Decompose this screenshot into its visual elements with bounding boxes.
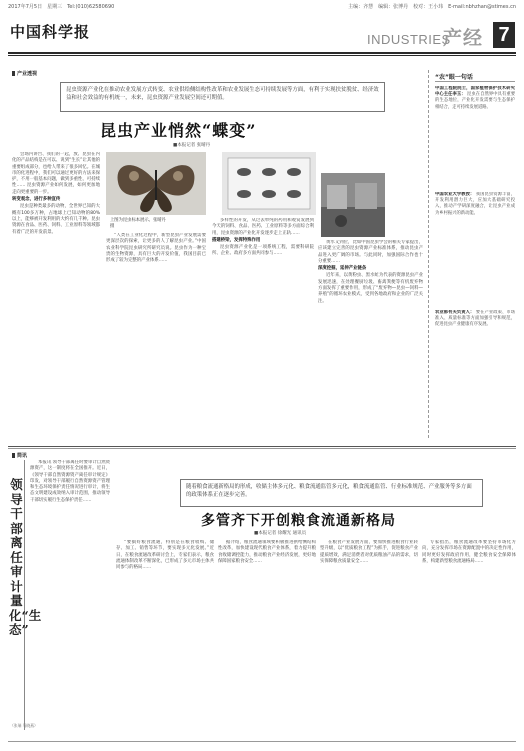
article-column-3 xyxy=(212,218,314,439)
page-bottom-rule xyxy=(8,741,516,742)
article-column-1 xyxy=(12,152,100,442)
grain-column-1 xyxy=(116,540,214,738)
sidebar-quote-1 xyxy=(435,86,515,186)
section-label-industry: 产业透视 xyxy=(12,70,37,77)
quote-speaker: 中国农业大学教授： xyxy=(435,192,475,197)
masthead-rule-thin xyxy=(8,55,516,56)
paragraph: 昆虫资源产业化是一项系统工程，需要科研院所、企业、政府多方面共同参与…… xyxy=(212,245,314,257)
paragraph: 近年来，以黄粉虫、黑水虻为代表的资源昆虫产业发展迅速，在处理餐厨垃圾、畜禽粪便等有机废弃物方面发挥了重要作用，形成了“废弃物—昆虫—饲料—养殖”的循环农业模式，受到各地政府和企业的广泛关注。 xyxy=(318,273,423,304)
grain-column-2 xyxy=(218,540,316,738)
section-subhead: 深度挖掘，延伸产业链条 xyxy=(318,266,367,272)
butterfly-photo xyxy=(106,152,206,215)
section-subhead: 转变观念，进行多种宣传 xyxy=(12,197,61,203)
editor-credits: 主编：齐慧 编辑：张博丹 校对：王小玮 E-mail:nbhzhan@stimes.cn xyxy=(348,4,516,10)
paragraph: 本报讯 领导干部离任时要审计自然资源资产，这一制度将在全国推开。近日，《领导干部自然资源资产离任审计规定》印发，对领导干部履行自然资源资产管理和生态环境保护责任情况进行审计，将生态文明建设成效纳入审计范围，推动领导干部切实履行生态保护责任…… xyxy=(30,460,110,503)
masthead xyxy=(8,12,516,50)
article-byline-2: ■本报记者 徐耀光 通讯员 xyxy=(254,531,307,536)
paragraph: 会场内讲台、我们的一起，放、昆虫在内化的产品结构是在可以、说到“生长”让其他的重要组成部分，也给人带来了很多回忆。在城市的化进程中，我们可以通过更好的方法来保护，不用一般基本问题，做到多重性、可持续性…… 昆虫资源产业如何发展，如何更加地走向更重要的一步。 xyxy=(12,152,100,195)
section-subhead: 搭建桥梁，发挥特殊作用 xyxy=(212,237,261,243)
vertical-headline: 领导干部离任审计量化“生态” xyxy=(9,477,42,637)
section-divider xyxy=(8,446,516,447)
section-divider-thin xyxy=(8,448,516,449)
masthead-rule xyxy=(8,52,516,54)
grain-column-4 xyxy=(422,540,516,738)
paragraph: “人类在工业化过程中，新型昆虫产业发展需要更深层次的探索，让更多的人了解昆虫产业。”中国农业科学院昆虫研究所研究员说。昆虫作为一种宝贵的生物资源，具有巨大的开发价值，我国目前已形成了较为完整的产业体系…… xyxy=(106,233,206,264)
sidebar-rule xyxy=(435,81,515,82)
quote-speaker: 农业部有关负责人： xyxy=(435,310,475,315)
grain-column-3 xyxy=(320,540,418,738)
vertical-author: （张瑞 马晓燕） xyxy=(10,723,38,728)
paragraph: 在粮食产业发展方面，要加快推进粮食行业转型升级，以“优质粮食工程”为抓手，促进粮食产业提质增效，满足消费者对优质粮油产品的需求，切实保障粮食质量安全…… xyxy=(320,540,418,564)
insect-specimen-photo xyxy=(222,152,316,215)
paragraph: “要搞好粮食流通，特别是在粮食收购、储存、加工、销售等环节，要实现多元化发展。”近日，在粮食流通改革研讨会上，专家们表示，粮食流通体制改革不断深化，已形成了多元市场主体共同参与的格局…… xyxy=(116,540,214,571)
insect-farm-photo xyxy=(321,173,385,237)
paragraph: 专家指出，粮食流通改革要坚持市场化方向，充分发挥市场在资源配置中的决定性作用，同时更好发挥政府作用，健全粮食安全保障体系，构建新型粮食流通格局…… xyxy=(422,540,516,564)
photo-caption: 上图为昆虫标本展示。张晴丹 摄 xyxy=(110,218,166,229)
article-byline: ■本报记者 张晴丹 xyxy=(173,143,211,148)
quote-speaker: 中国工程院院士，国家植物保护技术研究中心主任李玉： xyxy=(435,86,515,98)
sidebar-title: “农”眼一句话 xyxy=(435,74,473,81)
section-name-chinese: 产经 xyxy=(443,27,484,49)
quote-text: 要在产业政策、市场准入、质量标准等方面加强引导和规范，促进昆虫产业健康有序发展。 xyxy=(435,310,515,328)
section-name-english: INDUSTRIES xyxy=(367,32,451,47)
article-column-2 xyxy=(106,233,206,439)
newspaper-logo: 中国科学报 xyxy=(10,23,91,41)
article-headline-2: 多管齐下开创粮食流通新格局 xyxy=(201,513,396,529)
paragraph: 昆虫是种类最多的动物，全世界已知的大概有100多万种，占地球上已知动物的80%以上，能够被开发利用的大约有几千种。昆虫资源在食品、医药、饲料、工业原料等领域都有着广泛的开发前景。 xyxy=(12,204,100,235)
article-lead-box-2: 随着粮食流通新格局的形成，收储主体多元化、粮食流通监管多元化，粮食流通监管、行业标准规范、产业服务等多方面的政策体系正在逐步完善。 xyxy=(180,479,483,507)
paragraph: 多样性的开发，从过去单纯的药用和观赏发展到今天的饲料、食品、医药、工业原料等多方面综合利用，昆虫资源的产业化开发逐步走上正轨…… xyxy=(212,218,314,236)
sidebar-quote-3 xyxy=(435,310,515,430)
quote-text: 我国昆虫资源丰富，开发利用潜力巨大，应加大基础研究投入，推动产学研深度融合，让昆虫产业成为乡村振兴的新动能。 xyxy=(435,192,515,216)
article-column-4 xyxy=(318,240,423,439)
article-headline: 昆虫产业悄然“蝶变” xyxy=(100,121,257,140)
page-number: 7 xyxy=(493,22,515,48)
section-label-briefs: 简讯 xyxy=(12,452,27,459)
sidebar-quote-2 xyxy=(435,192,515,302)
quote-text: 昆虫在自然界中具有重要的生态地位，产业化开发需要与生态保护相结合，走可持续发展道路。 xyxy=(435,92,515,110)
page-info-line xyxy=(8,2,516,11)
article-lead-box: 昆虫资源产业化在推动农业发展方式转变、农业供给侧结构性改革和农业发展生态可持续发展等方面，有利于实现扶贫脱贫、经济效益和社会效益的有机统一，未来，昆虫资源产业发展空间还可期值。 xyxy=(60,82,385,112)
brief-column-text xyxy=(30,460,110,738)
paragraph: 据介绍，粮食流通领域要积极推进供给侧结构性改革，加快建设现代粮食产业体系，着力提升粮食收储调控能力，推动粮食产业经济发展，更好地保障国家粮食安全…… xyxy=(218,540,316,564)
paragraph: 黄水又到位，比如中国昆虫学会的相关专家提出，应该建立完善的昆虫资源产业标准体系，推动昆虫产品进入更广阔的市场。与此同时，加强国际合作也十分重要…… xyxy=(318,240,423,264)
issue-date: 2017年7月5日 星期三 Tel:(010)62580690 xyxy=(8,4,115,10)
